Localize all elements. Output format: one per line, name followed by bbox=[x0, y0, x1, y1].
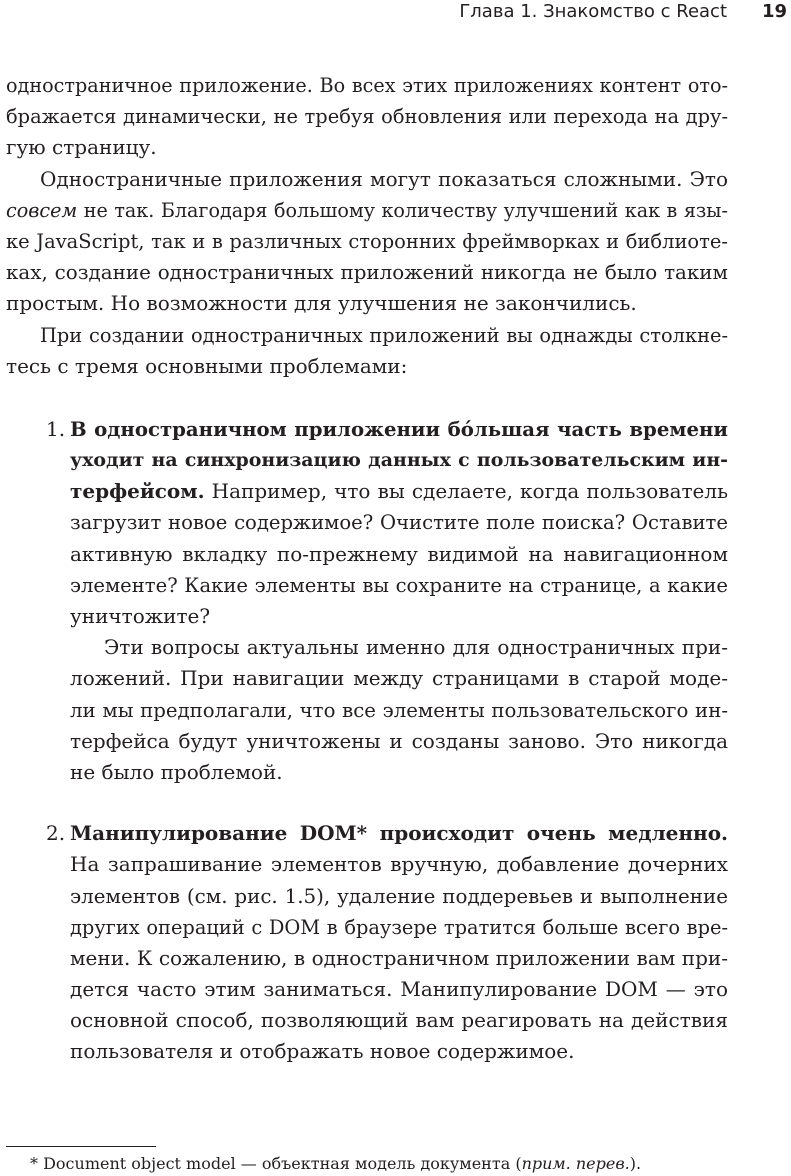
text-line: бражается динамически, не требуя обновления или перехода на дру- bbox=[6, 105, 728, 129]
text-line: уходит на синхронизацию данных с пользовательским ин- bbox=[70, 449, 728, 472]
text-line: Эти вопросы актуальны именно для одностраничных при- bbox=[104, 635, 728, 660]
text-line: терфейса будут уничтожены и созданы заново. Это никогда bbox=[70, 728, 728, 753]
text-line: элементов (см. рис. 1.5), удаление поддеревьев и выполнение bbox=[70, 884, 728, 908]
text-line: элементе? Какие элементы вы сохраните на странице, а какие bbox=[70, 573, 728, 597]
text-line: загрузит новое содержимое? Очистите поле поиска? Оставите bbox=[70, 511, 728, 535]
footnote: * Document object model — объектная модель документа (прим. перев.). bbox=[30, 1154, 642, 1173]
text-line: других операций с DOM в браузере тратится больше всего вре- bbox=[70, 915, 728, 939]
text-line: ложений. При навигации между страницами в старой моде- bbox=[70, 666, 728, 691]
italic-word: совсем bbox=[6, 198, 78, 222]
text-line: уничтожите? bbox=[70, 604, 211, 628]
list-item bbox=[6, 818, 728, 1068]
text-line: ке JavaScript, так и в различных сторонних фреймворках и библиоте- bbox=[6, 229, 728, 253]
text-line: гую страницу. bbox=[6, 135, 157, 160]
text-line: дется часто этим заниматься. Манипулирование DOM — это bbox=[70, 977, 728, 1002]
text-line: На запрашивание элементов вручную, добавление дочерних bbox=[70, 852, 728, 877]
text-line: совсем не так. Благодаря большому количеству улучшений как в язы- bbox=[6, 198, 728, 222]
running-head bbox=[0, 0, 791, 24]
text-line: При создании одностраничных приложений вы однажды столкне- bbox=[40, 323, 728, 347]
body-text bbox=[6, 70, 728, 1068]
text-line: мени. К сожалению, в одностраничном приложении вам при- bbox=[70, 945, 728, 970]
text-line: В одностраничном приложении бóльшая часть времени bbox=[70, 417, 728, 441]
text-line: основной способ, позволяющий вам реагировать на действия bbox=[70, 1008, 728, 1033]
text-line: простым. Но возможности для улучшения не закончились. bbox=[6, 291, 637, 316]
list-number: 1. bbox=[46, 416, 66, 441]
text-line: ли мы предполагали, что все элементы пользовательского ин- bbox=[70, 698, 728, 722]
footnote-rule bbox=[6, 1146, 156, 1147]
text-line: тесь с тремя основными проблемами: bbox=[6, 353, 408, 378]
text-line: одностраничное приложение. Во всех этих приложениях контент ото- bbox=[6, 74, 728, 97]
text-line: активную вкладку по-прежнему видимой на навигационном bbox=[70, 541, 728, 566]
text-line: не было проблемой. bbox=[70, 759, 283, 784]
list-number: 2. bbox=[46, 821, 66, 846]
page-number: 19 bbox=[761, 1, 787, 22]
text-line: ках, создание одностраничных приложений никогда не было таким bbox=[6, 261, 728, 285]
list-item bbox=[6, 414, 728, 788]
text-line: терфейсом. Например, что вы сделаете, когда пользователь bbox=[70, 479, 728, 504]
text-line: пользователя и отображать новое содержимое. bbox=[70, 1039, 575, 1064]
text-line: Манипулирование DOM* происходит очень медленно. bbox=[70, 821, 728, 846]
text-line: Одностраничные приложения могут показаться сложными. Это bbox=[40, 166, 728, 191]
chapter-title: Глава 1. Знакомство с React bbox=[459, 1, 727, 22]
